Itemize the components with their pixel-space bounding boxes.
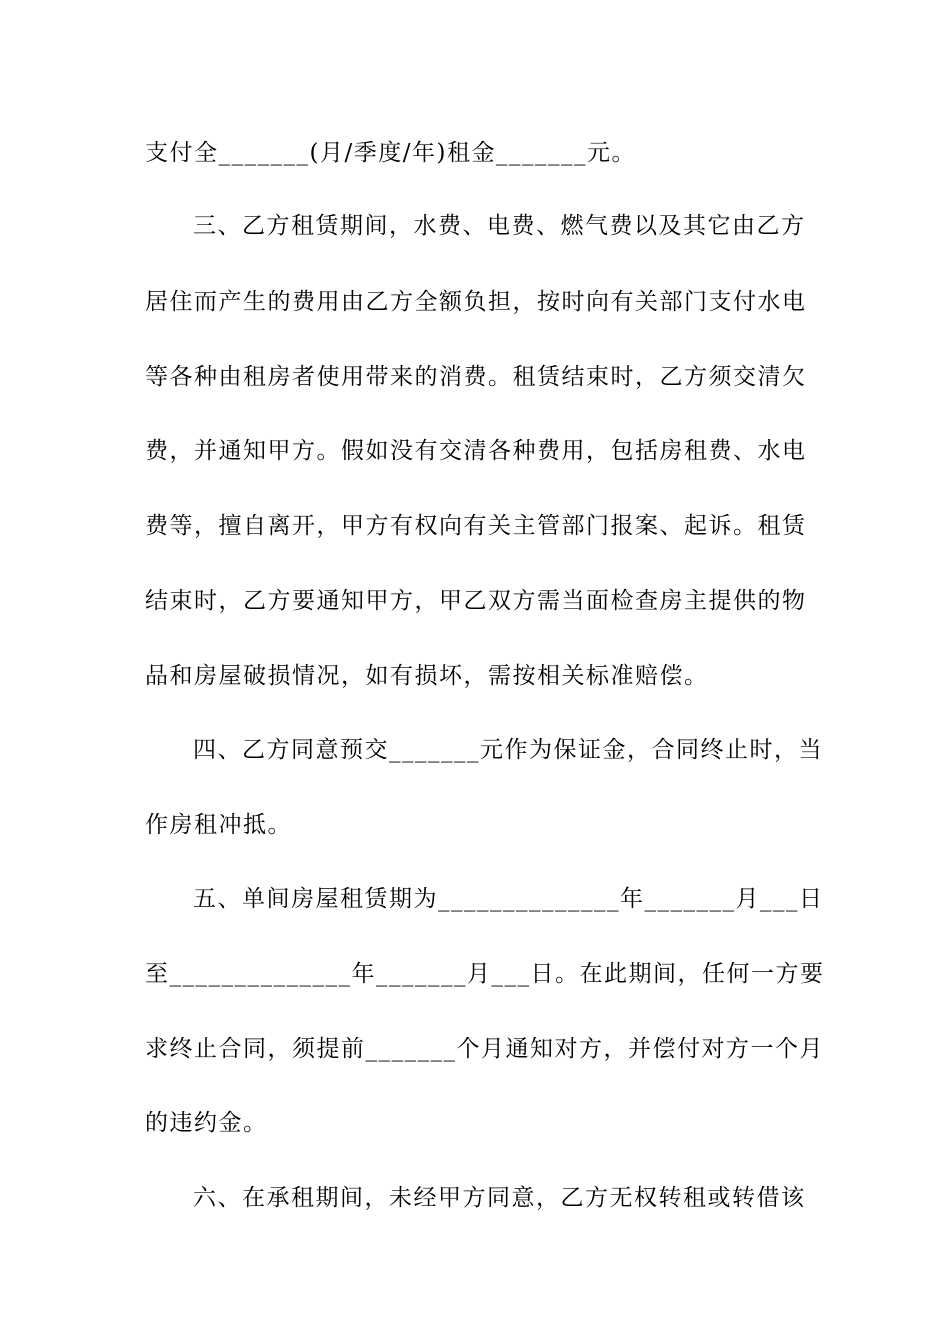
text-line: 结束时，乙方要通知甲方，甲乙双方需当面检查房主提供的物	[145, 588, 807, 614]
text-line: 支付全_______(月/季度/年)租金_______元。	[145, 140, 636, 166]
text-line: 求终止合同，须提前_______个月通知对方，并偿付对方一个月	[145, 1036, 824, 1062]
text-line: 等各种由租房者使用带来的消费。租赁结束时，乙方须交清欠	[145, 364, 807, 390]
clause-3-heading-line: 三、乙方租赁期间，水费、电费、燃气费以及其它由乙方	[193, 213, 806, 239]
text-line: 作房租冲抵。	[145, 812, 292, 838]
text-line: 居住而产生的费用由乙方全额负担，按时向有关部门支付水电	[145, 289, 807, 315]
text-line: 品和房屋破损情况，如有损坏，需按相关标准赔偿。	[145, 663, 709, 689]
text-line: 费等，擅自离开，甲方有权向有关主管部门报案、起诉。租赁	[145, 513, 807, 539]
clause-6-heading-line: 六、在承租期间，未经甲方同意，乙方无权转租或转借该	[193, 1185, 806, 1211]
text-line: 费，并通知甲方。假如没有交清各种费用，包括房租费、水电	[145, 438, 807, 464]
text-line: 的违约金。	[145, 1110, 268, 1136]
text-line: 至______________年_______月___日。在此期间，任何一方要	[145, 961, 825, 987]
clause-5-heading-line: 五、单间房屋租赁期为______________年_______月___日	[193, 886, 824, 912]
clause-4-heading-line: 四、乙方同意预交_______元作为保证金，合同终止时，当	[193, 737, 823, 763]
